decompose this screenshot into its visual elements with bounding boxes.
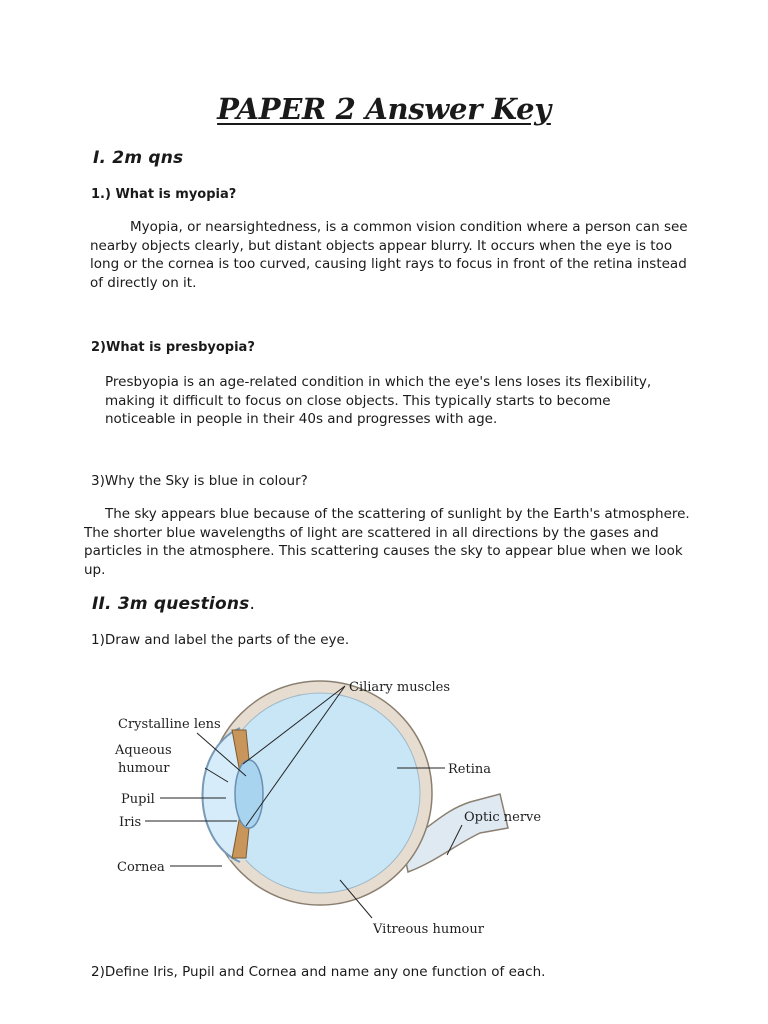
label-iris: Iris [119, 815, 142, 830]
label-crystalline-lens: Crystalline lens [118, 717, 221, 732]
label-vitreous-humour: Vitreous humour [373, 922, 484, 937]
question-number: 1) [91, 632, 105, 648]
label-pupil: Pupil [121, 792, 155, 807]
question-text: Define Iris, Pupil and Cornea and name any one function of each. [104, 964, 546, 980]
question-text: Draw and label the parts of the eye. [104, 632, 350, 648]
question-myopia: 1.) What is myopia? [91, 187, 237, 202]
label-aqueous-line2: humour [118, 761, 170, 776]
question-text: Why the Sky is blue in colour? [104, 473, 308, 489]
label-cornea: Cornea [117, 860, 165, 875]
label-optic-nerve: Optic nerve [464, 810, 542, 825]
section-heading-2m: I. 2m qns [93, 148, 184, 168]
question-number: 2) [91, 964, 105, 980]
question-number: 3) [91, 473, 105, 489]
section-heading-text: II. 3m questions [92, 594, 250, 614]
question-define-iris [91, 964, 545, 980]
section-heading-period: . [249, 594, 256, 614]
label-ciliary-muscles: Ciliary muscles [349, 680, 451, 695]
label-retina: Retina [448, 762, 491, 777]
answer-sky: The sky appears blue because of the scattering of sunlight by the Earth's atmosphere. The shorter blue wavelengths of light are scattered in all directions by the gases and particles in the atmosphere. This scattering causes the sky to appear blue when we look up. [84, 506, 690, 578]
question-presbyopia: 2)What is presbyopia? [91, 340, 255, 355]
answer-presbyopia: Presbyopia is an age-related condition in which the eye's lens loses its flexibility, making it difficult to focus on close objects. This typically starts to become noticeable in people in their 40s and progresses with age. [105, 374, 652, 427]
page-title: PAPER 2 Answer Key [217, 92, 551, 126]
label-aqueous-line1: Aqueous [115, 743, 172, 758]
answer-myopia: Myopia, or nearsightedness, is a common vision condition where a person can see nearby objects clearly, but distant objects appear blurry. It occurs when the eye is too long or the cornea is too curved, causing light rays to focus in front of the retina instead of directly on it. [90, 219, 688, 291]
